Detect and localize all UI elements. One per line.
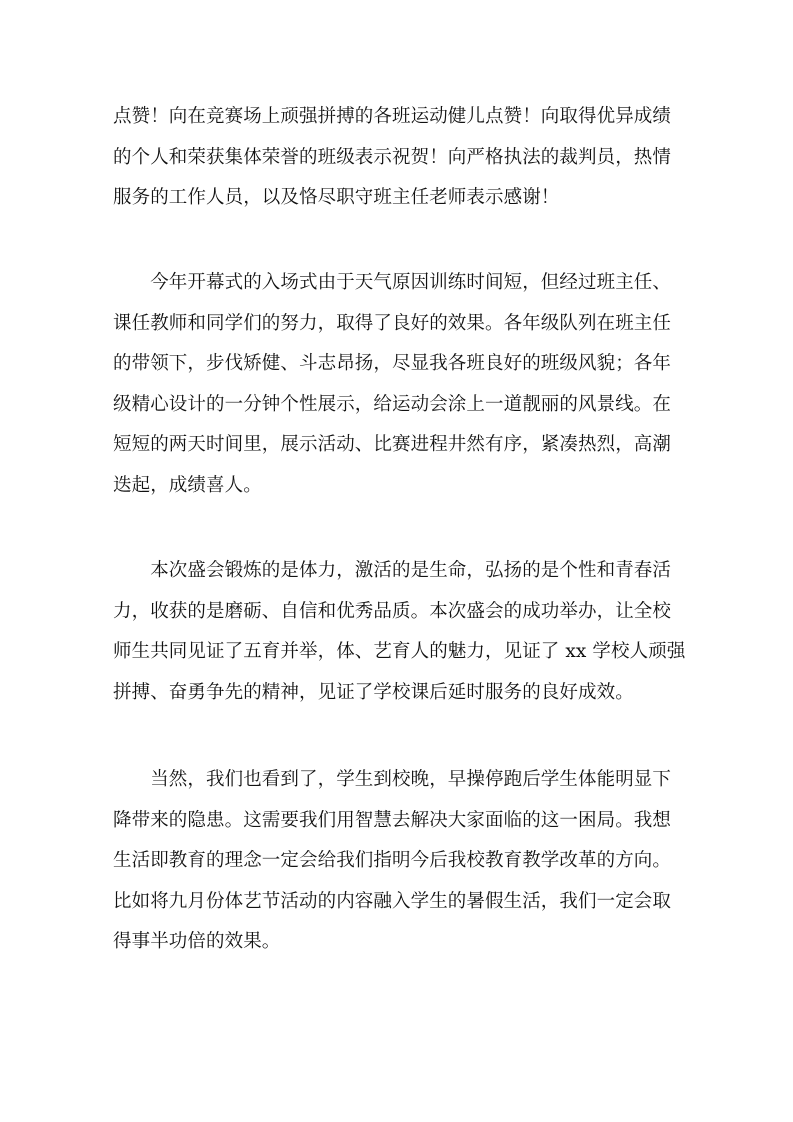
text-line: 得事半功倍的效果。 [113,931,281,952]
paragraph-1 [113,97,683,219]
text-line: 拼搏、奋勇争先的精神，见证了学校课后延时服务的良好成效。 [113,681,634,703]
text-line: 降带来的隐患。这需要我们用智慧去解决大家面临的这一困局。我想 [113,809,672,831]
text-line: 师生共同见证了五育并举，体、艺育人的魅力，见证了 xx 学校人顽强 [113,641,686,662]
text-line: 本次盛会锻炼的是体力，激活的是生命，弘扬的是个性和青春活 [113,560,672,581]
paragraph-3 [113,551,686,713]
text-line: 迭起，成绩喜人。 [113,474,262,496]
text-line: 短短的两天时间里，展示活动、比赛进程井然有序，紧凑热烈，高潮 [113,434,672,455]
text-line: 服务的工作人员，以及恪尽职守班主任老师表示感谢！ [113,187,560,208]
text-line: 比如将九月份体艺节活动的内容融入学生的暑假生活，我们一定会取 [113,890,672,912]
text-line: 生活即教育的理念一定会给我们指明今后我校教育教学改革的方向。 [113,850,672,871]
text-line: 力，收获的是磨砺、自信和优秀品质。本次盛会的成功举办，让全校 [113,600,672,622]
text-line: 的个人和荣获集体荣誉的班级表示祝贺！向严格执法的裁判员，热情 [113,146,672,168]
text-line: 课任教师和同学们的努力，取得了良好的效果。各年级队列在班主任 [113,312,672,334]
text-line: 当然，我们也看到了，学生到校晚，早操停跑后学生体能明显下 [113,769,672,790]
text-line: 点赞！向在竞赛场上顽强拼搏的各班运动健儿点赞！向取得优异成绩 [113,106,672,127]
text-line: 级精心设计的一分钟个性展示，给运动会涂上一道靓丽的风景线。在 [113,393,672,415]
paragraph-4 [113,760,683,963]
paragraph-2 [113,263,683,506]
text-line: 的带领下，步伐矫健、斗志昂扬，尽显我各班良好的班级风貌；各年 [113,353,672,374]
text-line: 今年开幕式的入场式由于天气原因训练时间短，但经过班主任、 [113,272,672,293]
